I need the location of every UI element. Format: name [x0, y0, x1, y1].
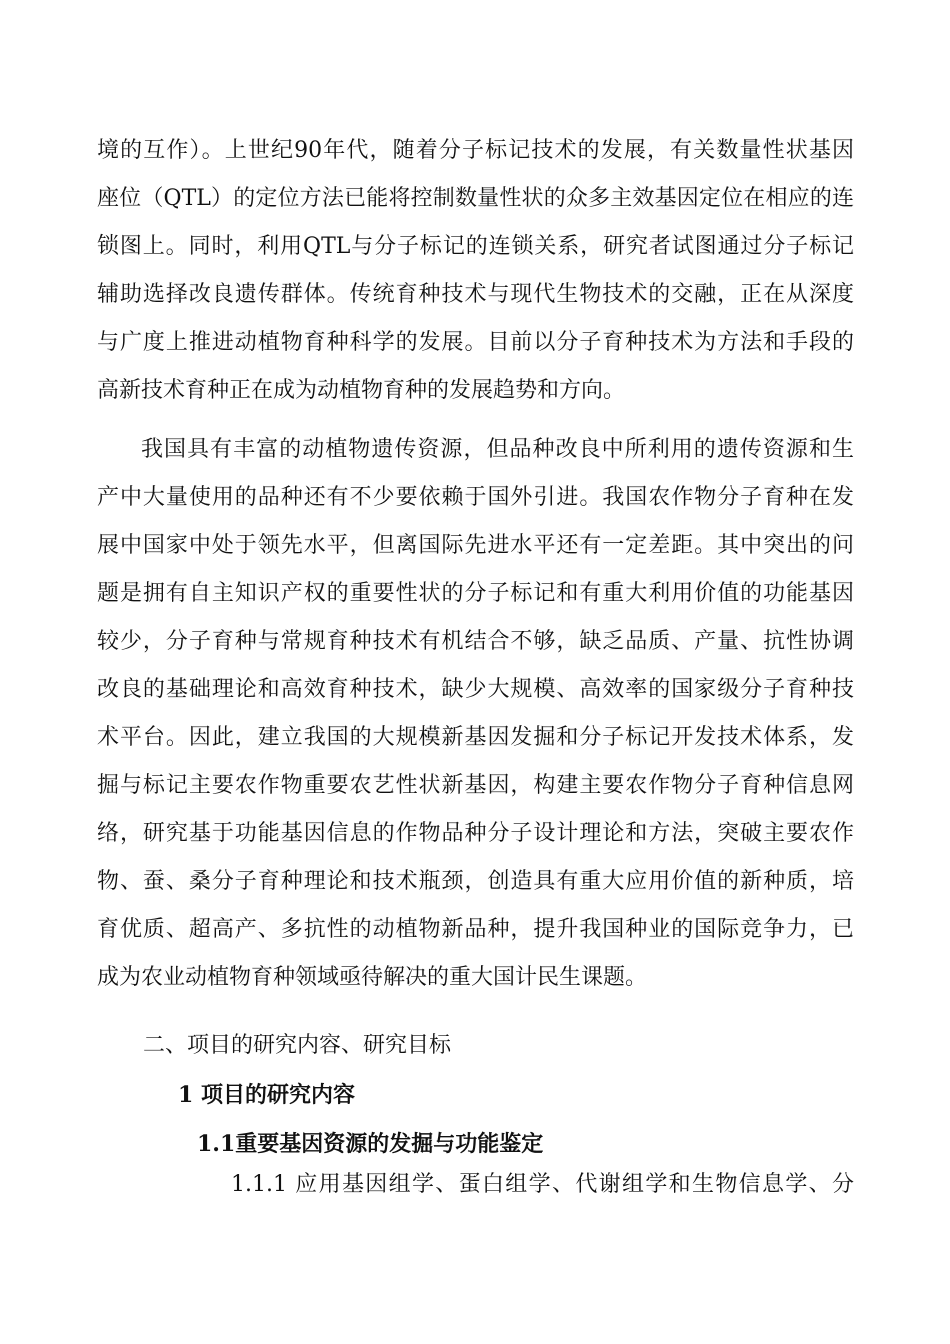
paragraph-line: 辅助选择改良遗传群体。传统育种技术与现代生物技术的交融，正在从深度 — [97, 282, 854, 307]
section-heading: 二、项目的研究内容、研究目标 — [143, 1033, 452, 1058]
paragraph-line: 改良的基础理论和高效育种技术，缺少大规模、高效率的国家级分子育种技 — [97, 677, 854, 702]
subsection-line: 1.1.1 应用基因组学、蛋白组学、代谢组学和生物信息学、分 — [231, 1172, 854, 1197]
paragraph-line: 境的互作）。上世纪90年代，随着分子标记技术的发展，有关数量性状基因 — [97, 138, 854, 163]
paragraph-line: 我国具有丰富的动植物遗传资源，但品种改良中所利用的遗传资源和生 — [141, 437, 854, 462]
paragraph-line: 物、蚕、桑分子育种理论和技术瓶颈，创造具有重大应用价值的新种质，培 — [97, 869, 854, 894]
paragraph-line: 术平台。因此，建立我国的大规模新基因发掘和分子标记开发技术体系，发 — [97, 725, 854, 750]
paragraph-line: 与广度上推进动植物育种科学的发展。目前以分子育种技术为方法和手段的 — [97, 330, 854, 355]
paragraph-resources — [97, 426, 854, 1002]
paragraph-line: 展中国家中处于领先水平，但离国际先进水平还有一定差距。其中突出的问 — [97, 533, 854, 558]
paragraph-line: 掘与标记主要农作物重要农艺性状新基因，构建主要农作物分子育种信息网 — [97, 773, 854, 798]
paragraph-line: 座位（QTL）的定位方法已能将控制数量性状的众多主效基因定位在相应的连 — [97, 186, 854, 211]
heading-research-content: 1 项目的研究内容 — [178, 1082, 355, 1108]
paragraph-line: 较少，分子育种与常规育种技术有机结合不够，缺乏品质、产量、抗性协调 — [97, 629, 854, 654]
heading-gene-resources: 1.1重要基因资源的发掘与功能鉴定 — [197, 1131, 544, 1157]
paragraph-line: 锁图上。同时，利用QTL与分子标记的连锁关系，研究者试图通过分子标记 — [97, 234, 854, 259]
paragraph-background — [97, 127, 854, 415]
paragraph-line: 成为农业动植物育种领域亟待解决的重大国计民生课题。 — [97, 965, 648, 990]
paragraph-line: 题是拥有自主知识产权的重要性状的分子标记和有重大利用价值的功能基因 — [97, 581, 854, 606]
paragraph-line: 产中大量使用的品种还有不少要依赖于国外引进。我国农作物分子育种在发 — [97, 485, 854, 510]
paragraph-line: 育优质、超高产、多抗性的动植物新品种，提升我国种业的国际竞争力，已 — [97, 917, 854, 942]
paragraph-line: 络，研究基于功能基因信息的作物品种分子设计理论和方法，突破主要农作 — [97, 821, 854, 846]
paragraph-line: 高新技术育种正在成为动植物育种的发展趋势和方向。 — [97, 378, 626, 403]
